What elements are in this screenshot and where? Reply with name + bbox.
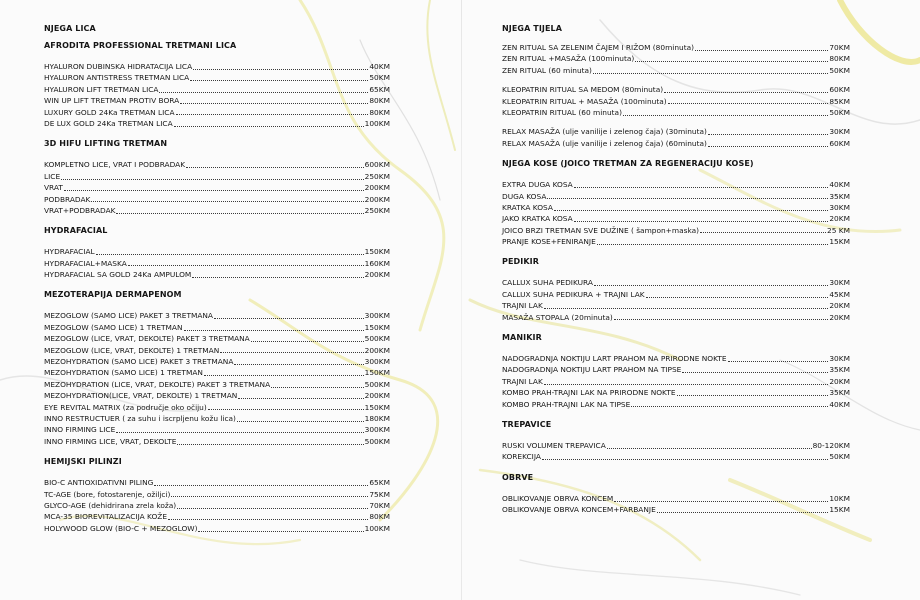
service-name: KRATKA KOSA (502, 202, 553, 212)
service-price: 600KM (364, 160, 390, 170)
service-name: OBLIKOVANJE OBRVA KONCEM+FARBANJE (502, 505, 656, 515)
right-column (502, 24, 850, 526)
service-price: 50KM (829, 452, 850, 462)
service-price: 80-120KM (812, 440, 850, 450)
dot-leader (700, 232, 826, 233)
service-price: 85KM (829, 96, 850, 106)
section-heading: NJEGA LICA (44, 24, 96, 33)
service-price: 70KM (829, 42, 850, 52)
section (502, 333, 850, 410)
price-row (44, 413, 390, 424)
service-list (502, 42, 850, 149)
service-price: 300KM (364, 425, 390, 435)
service-name: KOMBO PRAH-TRAJNI LAK NA TIPSE (502, 399, 631, 409)
dot-leader (547, 198, 828, 199)
service-list (502, 440, 850, 463)
price-row (44, 205, 390, 216)
dot-leader (190, 80, 368, 81)
price-row (44, 72, 390, 83)
dot-leader (682, 372, 828, 373)
service-name: LICE (44, 171, 61, 181)
dot-leader (544, 384, 829, 385)
service-name: INNO RESTRUCTUER ( za suhu i iscrpljenu kožu lica) (44, 413, 236, 423)
price-row (44, 171, 390, 182)
service-name: MEZOGLOW (SAMO LICE) 1 TRETMAN (44, 322, 183, 332)
section (502, 420, 850, 463)
dot-leader (708, 134, 828, 135)
service-price: 150KM (364, 247, 390, 257)
price-row (502, 440, 850, 451)
service-price: 500KM (364, 379, 390, 389)
service-price: 500KM (364, 436, 390, 446)
service-price: 150KM (364, 368, 390, 378)
price-row (44, 107, 390, 118)
service-price: 35KM (829, 191, 850, 201)
service-price: 30KM (829, 202, 850, 212)
group-gap (502, 76, 850, 84)
dot-leader (574, 221, 829, 222)
service-price: 40KM (369, 61, 390, 71)
service-price: 20KM (829, 301, 850, 311)
price-row (44, 84, 390, 95)
service-list (502, 179, 850, 247)
price-row (502, 53, 850, 64)
service-name: TRAJNI LAK (502, 301, 543, 311)
section-heading: MANIKIR (502, 333, 542, 343)
dot-leader (708, 146, 828, 147)
dot-leader (193, 69, 368, 70)
service-price: 250KM (364, 171, 390, 181)
service-price: 25 KM (827, 225, 850, 235)
service-price: 20KM (829, 312, 850, 322)
dot-leader (635, 61, 828, 62)
service-name: KLEOPATRIN RITUAL SA MEDOM (80minuta) (502, 85, 664, 95)
service-price: 80KM (829, 54, 850, 64)
service-name: KOMBO PRAH-TRAJNI LAK NA PRIRODNE NOKTE (502, 388, 676, 398)
section-heading: NJEGA TIJELA (502, 24, 563, 33)
service-name: WIN UP LIFT TRETMAN PROTIV BORA (44, 96, 180, 106)
service-price: 65KM (369, 84, 390, 94)
price-row (502, 376, 850, 387)
dot-leader (91, 201, 363, 202)
service-name: LUXURY GOLD 24Ka TRETMAN LICA (44, 107, 175, 117)
dot-leader (116, 213, 363, 214)
price-row (502, 138, 850, 149)
service-name: HYDRAFACIAL (44, 247, 95, 257)
section (44, 24, 390, 34)
service-name: CALLUX SUHA PEDIKURA + TRAJNI LAK (502, 289, 645, 299)
service-name: PRANJE KOSE+FENIRANJE (502, 237, 596, 247)
service-name: RUSKI VOLUMEN TREPAVICA (502, 440, 606, 450)
section-heading: OBRVE (502, 472, 534, 482)
price-row (44, 246, 390, 257)
dot-leader (204, 375, 364, 376)
section (502, 159, 850, 247)
service-name: MEZOHYDRATION(LICE, VRAT, DEKOLTE) 1 TRETMAN (44, 391, 238, 401)
price-row (44, 379, 390, 390)
dot-leader (623, 115, 828, 116)
price-row (502, 504, 850, 515)
dot-leader (631, 406, 828, 407)
dot-leader (171, 496, 368, 497)
price-row (44, 269, 390, 280)
price-row (44, 477, 390, 488)
dot-leader (192, 277, 363, 278)
price-row (44, 523, 390, 534)
dot-leader (128, 265, 364, 266)
dot-leader (597, 244, 829, 245)
service-name: DUGA KOSA (502, 191, 547, 201)
price-row (502, 84, 850, 95)
service-price: 200KM (364, 270, 390, 280)
service-name: DE LUX GOLD 24Ka TRETMAN LICA (44, 118, 173, 128)
section (502, 473, 850, 516)
price-row (44, 61, 390, 72)
service-name: JAKO KRATKA KOSA (502, 214, 573, 224)
service-price: 500KM (364, 334, 390, 344)
service-price: 80KM (369, 96, 390, 106)
service-price: 65KM (369, 478, 390, 488)
price-row (502, 96, 850, 107)
service-price: 60KM (829, 138, 850, 148)
service-price: 200KM (364, 345, 390, 355)
service-name: KOMPLETNO LICE, VRAT I PODBRADAK (44, 160, 186, 170)
service-price: 80KM (369, 512, 390, 522)
price-row (44, 118, 390, 129)
dot-leader (646, 297, 829, 298)
dot-leader (251, 341, 364, 342)
service-name: VRAT+PODBRADAK (44, 205, 116, 215)
section-heading: NJEGA KOSE (JOICO TRETMAN ZA REGENERACIJU KOSE) (502, 159, 754, 169)
price-row (44, 500, 390, 511)
service-name: MCA-35 BIOREVITALIZACIJA KOŽE (44, 512, 168, 522)
dot-leader (214, 318, 364, 319)
price-row (502, 236, 850, 247)
dot-leader (159, 92, 368, 93)
dot-leader (96, 254, 364, 255)
section-heading: 3D HIFU LIFTING TRETMAN (44, 139, 168, 149)
service-name: ZEN RITUAL SA ZELENIM ČAJEM I RIŽOM (80minuta) (502, 42, 695, 52)
service-list (44, 61, 390, 129)
service-price: 20KM (829, 376, 850, 386)
price-row (44, 333, 390, 344)
service-name: HYALURON ANTISTRESS TRETMAN LICA (44, 73, 190, 83)
service-list (502, 277, 850, 323)
price-row (502, 289, 850, 300)
dot-leader (554, 210, 828, 211)
price-row (502, 312, 850, 323)
dot-leader (728, 361, 829, 362)
service-name: INNO FIRMING LICE (44, 425, 116, 435)
price-row (44, 310, 390, 321)
service-name: PODBRADAK (44, 194, 91, 204)
service-price: 15KM (829, 237, 850, 247)
service-price: 45KM (829, 289, 850, 299)
service-price: 50KM (829, 107, 850, 117)
service-name: INNO FIRMING LICE, VRAT, DEKOLTE (44, 436, 177, 446)
service-price: 100KM (364, 523, 390, 533)
service-price: 300KM (364, 311, 390, 321)
dot-leader (234, 364, 363, 365)
dot-leader (154, 485, 368, 486)
service-price: 30KM (829, 127, 850, 137)
service-price: 50KM (369, 73, 390, 83)
dot-leader (668, 103, 829, 104)
price-row (502, 300, 850, 311)
service-price: 200KM (364, 194, 390, 204)
section-heading: PEDIKIR (502, 257, 539, 267)
service-name: HYDRAFACIAL SA GOLD 24Ka AMPULOM (44, 270, 192, 280)
section (502, 257, 850, 323)
service-name: NADOGRADNJA NOKTIJU LART PRAHOM NA PRIRODNE NOKTE (502, 354, 727, 364)
price-row (44, 182, 390, 193)
service-name: MEZOGLOW (LICE, VRAT, DEKOLTE) PAKET 3 TRETMANA (44, 334, 250, 344)
dot-leader (664, 92, 828, 93)
service-price: 100KM (364, 118, 390, 128)
price-row (502, 493, 850, 504)
price-row (502, 213, 850, 224)
price-row (44, 390, 390, 401)
section (44, 290, 390, 447)
price-row (502, 387, 850, 398)
price-row (44, 159, 390, 170)
service-name: TC-AGE (bore, fotostarenje, ožiljci) (44, 489, 171, 499)
dot-leader (657, 512, 829, 513)
section-heading: AFRODITA PROFESSIONAL TRETMANI LICA (44, 41, 237, 50)
service-list (44, 246, 390, 280)
price-row (44, 489, 390, 500)
price-row (502, 107, 850, 118)
service-name: OBLIKOVANJE OBRVA KONCEM (502, 493, 614, 503)
price-row (44, 95, 390, 106)
dot-leader (238, 398, 363, 399)
service-name: HYALURON LIFT TRETMAN LICA (44, 84, 159, 94)
left-column (44, 24, 390, 544)
service-name: MEZOGLOW (LICE, VRAT, DEKOLTE) 1 TRETMAN (44, 345, 220, 355)
dot-leader (593, 73, 828, 74)
dot-leader (614, 501, 828, 502)
section (502, 24, 850, 149)
price-row (502, 42, 850, 53)
dot-leader (186, 167, 364, 168)
service-name: MEZOHYDRATION (SAMO LICE) 1 TRETMAN (44, 368, 203, 378)
service-name: GLYCO-AGE (dehidrirana zrela koža) (44, 500, 177, 510)
service-name: TRAJNI LAK (502, 376, 543, 386)
service-name: MEZOHYDRATION (SAMO LICE) PAKET 3 TRETMANA (44, 357, 234, 367)
service-price: 60KM (829, 85, 850, 95)
dot-leader (174, 126, 364, 127)
price-row (502, 399, 850, 410)
service-name: CALLUX SUHA PEDIKURA (502, 278, 593, 288)
dot-leader (180, 103, 368, 104)
service-list (502, 353, 850, 410)
service-name: BIO-C ANTIOXIDATIVNI PILING (44, 478, 154, 488)
service-price: 30KM (829, 278, 850, 288)
service-list (502, 493, 850, 516)
service-name: EYE REVITAL MATRIX (za područje oko očiju) (44, 402, 207, 412)
price-row (44, 402, 390, 413)
service-name: EXTRA DUGA KOSA (502, 180, 573, 190)
section-heading: TREPAVICE (502, 419, 552, 429)
price-row (502, 451, 850, 462)
dot-leader (220, 352, 363, 353)
service-price: 15KM (829, 505, 850, 515)
dot-leader (208, 409, 364, 410)
dot-leader (198, 531, 363, 532)
price-row (44, 367, 390, 378)
service-name: VRAT (44, 183, 63, 193)
price-row (502, 126, 850, 137)
price-row (44, 356, 390, 367)
service-name: MEZOHYDRATION (LICE, VRAT, DEKOLTE) PAKET 3 TRETMANA (44, 379, 271, 389)
service-price: 250KM (364, 205, 390, 215)
price-row (502, 353, 850, 364)
service-name: HYDRAFACIAL+MASKA (44, 258, 127, 268)
service-price: 150KM (364, 402, 390, 412)
price-row (502, 277, 850, 288)
service-price: 40KM (829, 399, 850, 409)
section (44, 226, 390, 280)
price-row (44, 436, 390, 447)
price-row (502, 364, 850, 375)
dot-leader (594, 285, 828, 286)
service-price: 160KM (364, 258, 390, 268)
service-name: KOREKCIJA (502, 452, 541, 462)
service-list (44, 477, 390, 534)
service-name: MEZOGLOW (SAMO LICE) PAKET 3 TRETMANA (44, 311, 213, 321)
dot-leader (544, 308, 829, 309)
section-heading: MEZOTERAPIJA DERMAPENOM (44, 290, 182, 300)
dot-leader (542, 459, 828, 460)
service-price: 200KM (364, 391, 390, 401)
service-price: 35KM (829, 365, 850, 375)
section (44, 457, 390, 534)
service-name: HOLYWOOD GLOW (BIO-C + MEZOGLOW) (44, 523, 198, 533)
service-list (44, 159, 390, 216)
dot-leader (695, 50, 828, 51)
dot-leader (677, 395, 829, 396)
service-name: NADOGRADNJA NOKTIJU LART PRAHOM NA TIPSE (502, 365, 682, 375)
section (44, 139, 390, 216)
service-name: KLEOPATRIN RITUAL + MASAŽA (100minuta) (502, 96, 667, 106)
service-price: 30KM (829, 354, 850, 364)
group-gap (502, 118, 850, 126)
dot-leader (116, 432, 363, 433)
price-row (44, 511, 390, 522)
service-name: ZEN RITUAL (60 minuta) (502, 65, 592, 75)
service-name: JOICO BRZI TRETMAN SVE DUŽINE ( šampon+maska) (502, 225, 700, 235)
service-name: KLEOPATRIN RITUAL (60 minuta) (502, 107, 622, 117)
dot-leader (271, 387, 364, 388)
price-row (502, 179, 850, 190)
service-price: 180KM (364, 413, 390, 423)
service-price: 300KM (364, 357, 390, 367)
service-name: RELAX MASAŽA (ulje vanilije i zelenog čaja) (60minuta) (502, 138, 707, 148)
section-heading: HYDRAFACIAL (44, 226, 108, 236)
dot-leader (184, 330, 364, 331)
service-price: 35KM (829, 388, 850, 398)
section-heading: HEMIJSKI PILINZI (44, 457, 122, 467)
dot-leader (168, 519, 368, 520)
service-price: 50KM (829, 65, 850, 75)
service-name: MASAŽA STOPALA (20minuta) (502, 312, 613, 322)
service-name: RELAX MASAŽA (ulje vanilije i zelenog čaja) (30minuta) (502, 127, 707, 137)
service-list (44, 310, 390, 447)
service-price: 200KM (364, 183, 390, 193)
service-price: 70KM (369, 500, 390, 510)
service-price: 150KM (364, 322, 390, 332)
service-price: 10KM (829, 493, 850, 503)
service-price: 20KM (829, 214, 850, 224)
price-row (502, 225, 850, 236)
price-row (44, 258, 390, 269)
price-row (44, 322, 390, 333)
price-row (502, 202, 850, 213)
service-name: ZEN RITUAL +MASAŽA (100minuta) (502, 54, 635, 64)
price-row (502, 65, 850, 76)
service-price: 75KM (369, 489, 390, 499)
dot-leader (614, 319, 829, 320)
dot-leader (177, 444, 363, 445)
dot-leader (177, 508, 368, 509)
dot-leader (574, 187, 829, 188)
section (44, 41, 390, 129)
price-row (44, 345, 390, 356)
service-price: 40KM (829, 180, 850, 190)
dot-leader (237, 421, 364, 422)
service-name: HYALURON DUBINSKA HIDRATACIJA LICA (44, 61, 193, 71)
price-row (44, 424, 390, 435)
price-row (502, 191, 850, 202)
dot-leader (64, 190, 364, 191)
page-fold (461, 0, 462, 600)
dot-leader (176, 114, 369, 115)
dot-leader (61, 179, 364, 180)
service-price: 80KM (369, 107, 390, 117)
price-row (44, 194, 390, 205)
dot-leader (607, 448, 812, 449)
